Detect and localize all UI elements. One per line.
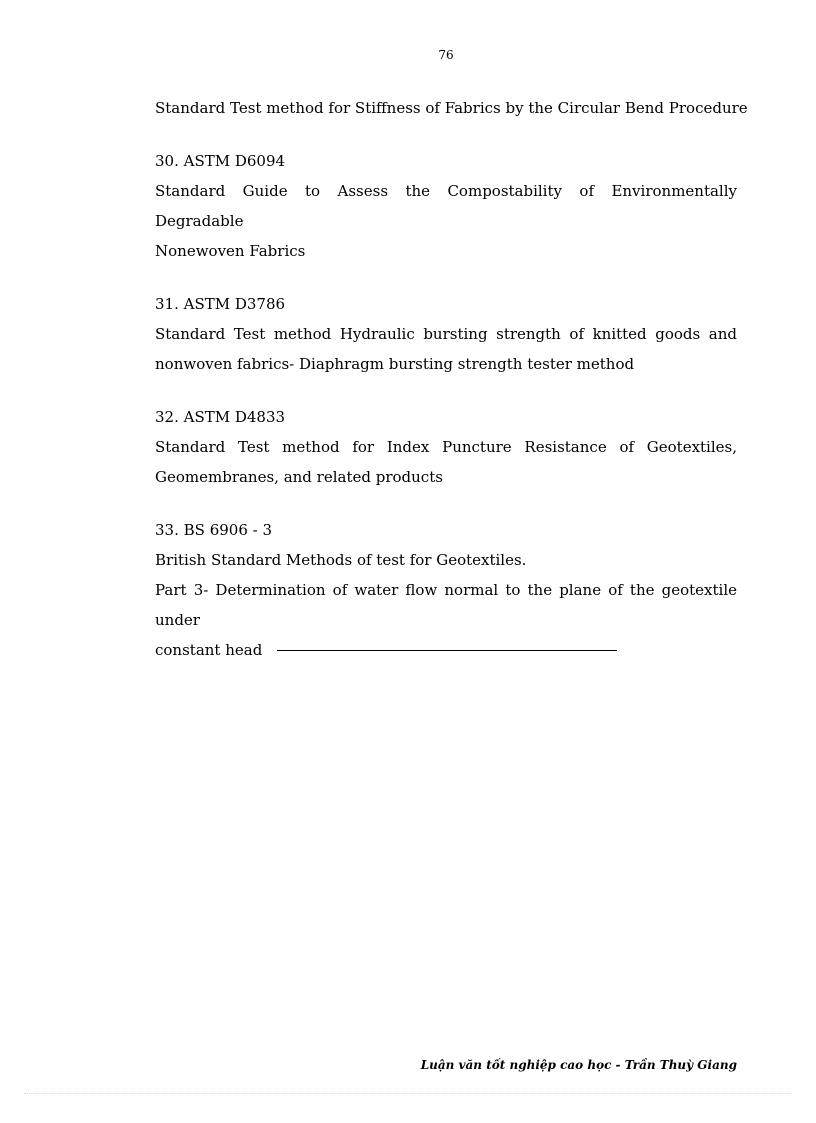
spacer <box>155 123 737 146</box>
references-list <box>155 93 748 665</box>
reference-29-title: Standard Test method for Stiffness of Fabrics by the Circular Bend Procedure <box>155 99 748 117</box>
reference-title-continued: Nonewoven Fabrics <box>155 242 306 260</box>
reference-title: Standard Guide to Assess the Compostability of Environmentally Degradable <box>155 182 737 230</box>
reference-title-continued: nonwoven fabrics- Diaphragm bursting strength tester method <box>155 355 635 373</box>
reference-heading: 33. BS 6906 - 3 <box>155 521 273 539</box>
reference-heading: 30. ASTM D6094 <box>155 152 286 170</box>
reference-heading: 32. ASTM D4833 <box>155 408 286 426</box>
reference-title-part: Part 3- Determination of water flow normal to the plane of the geotextile under <box>155 581 737 629</box>
reference-heading: 31. ASTM D3786 <box>155 295 286 313</box>
reference-33 <box>155 515 737 665</box>
reference-title-continued: Geomembranes, and related products <box>155 468 443 486</box>
reference-title: Standard Test method for Index Puncture Resistance of Geotextiles, <box>155 438 737 456</box>
spacer <box>155 379 737 402</box>
reference-30 <box>155 146 737 266</box>
page-bottom-border <box>24 1093 792 1094</box>
spacer <box>155 492 737 515</box>
reference-31 <box>155 289 737 379</box>
reference-32 <box>155 402 737 492</box>
page-number: 76 <box>438 48 454 62</box>
reference-title-continued: constant head <box>155 641 263 659</box>
spacer <box>155 266 737 289</box>
reference-title: British Standard Methods of test for Geotextiles. <box>155 551 527 569</box>
page-footer: Luận văn tốt nghiệp cao học - Trần Thuỳ Giang <box>420 1058 737 1072</box>
reference-title: Standard Test method Hydraulic bursting strength of knitted goods and <box>155 325 737 343</box>
end-divider <box>277 650 617 651</box>
